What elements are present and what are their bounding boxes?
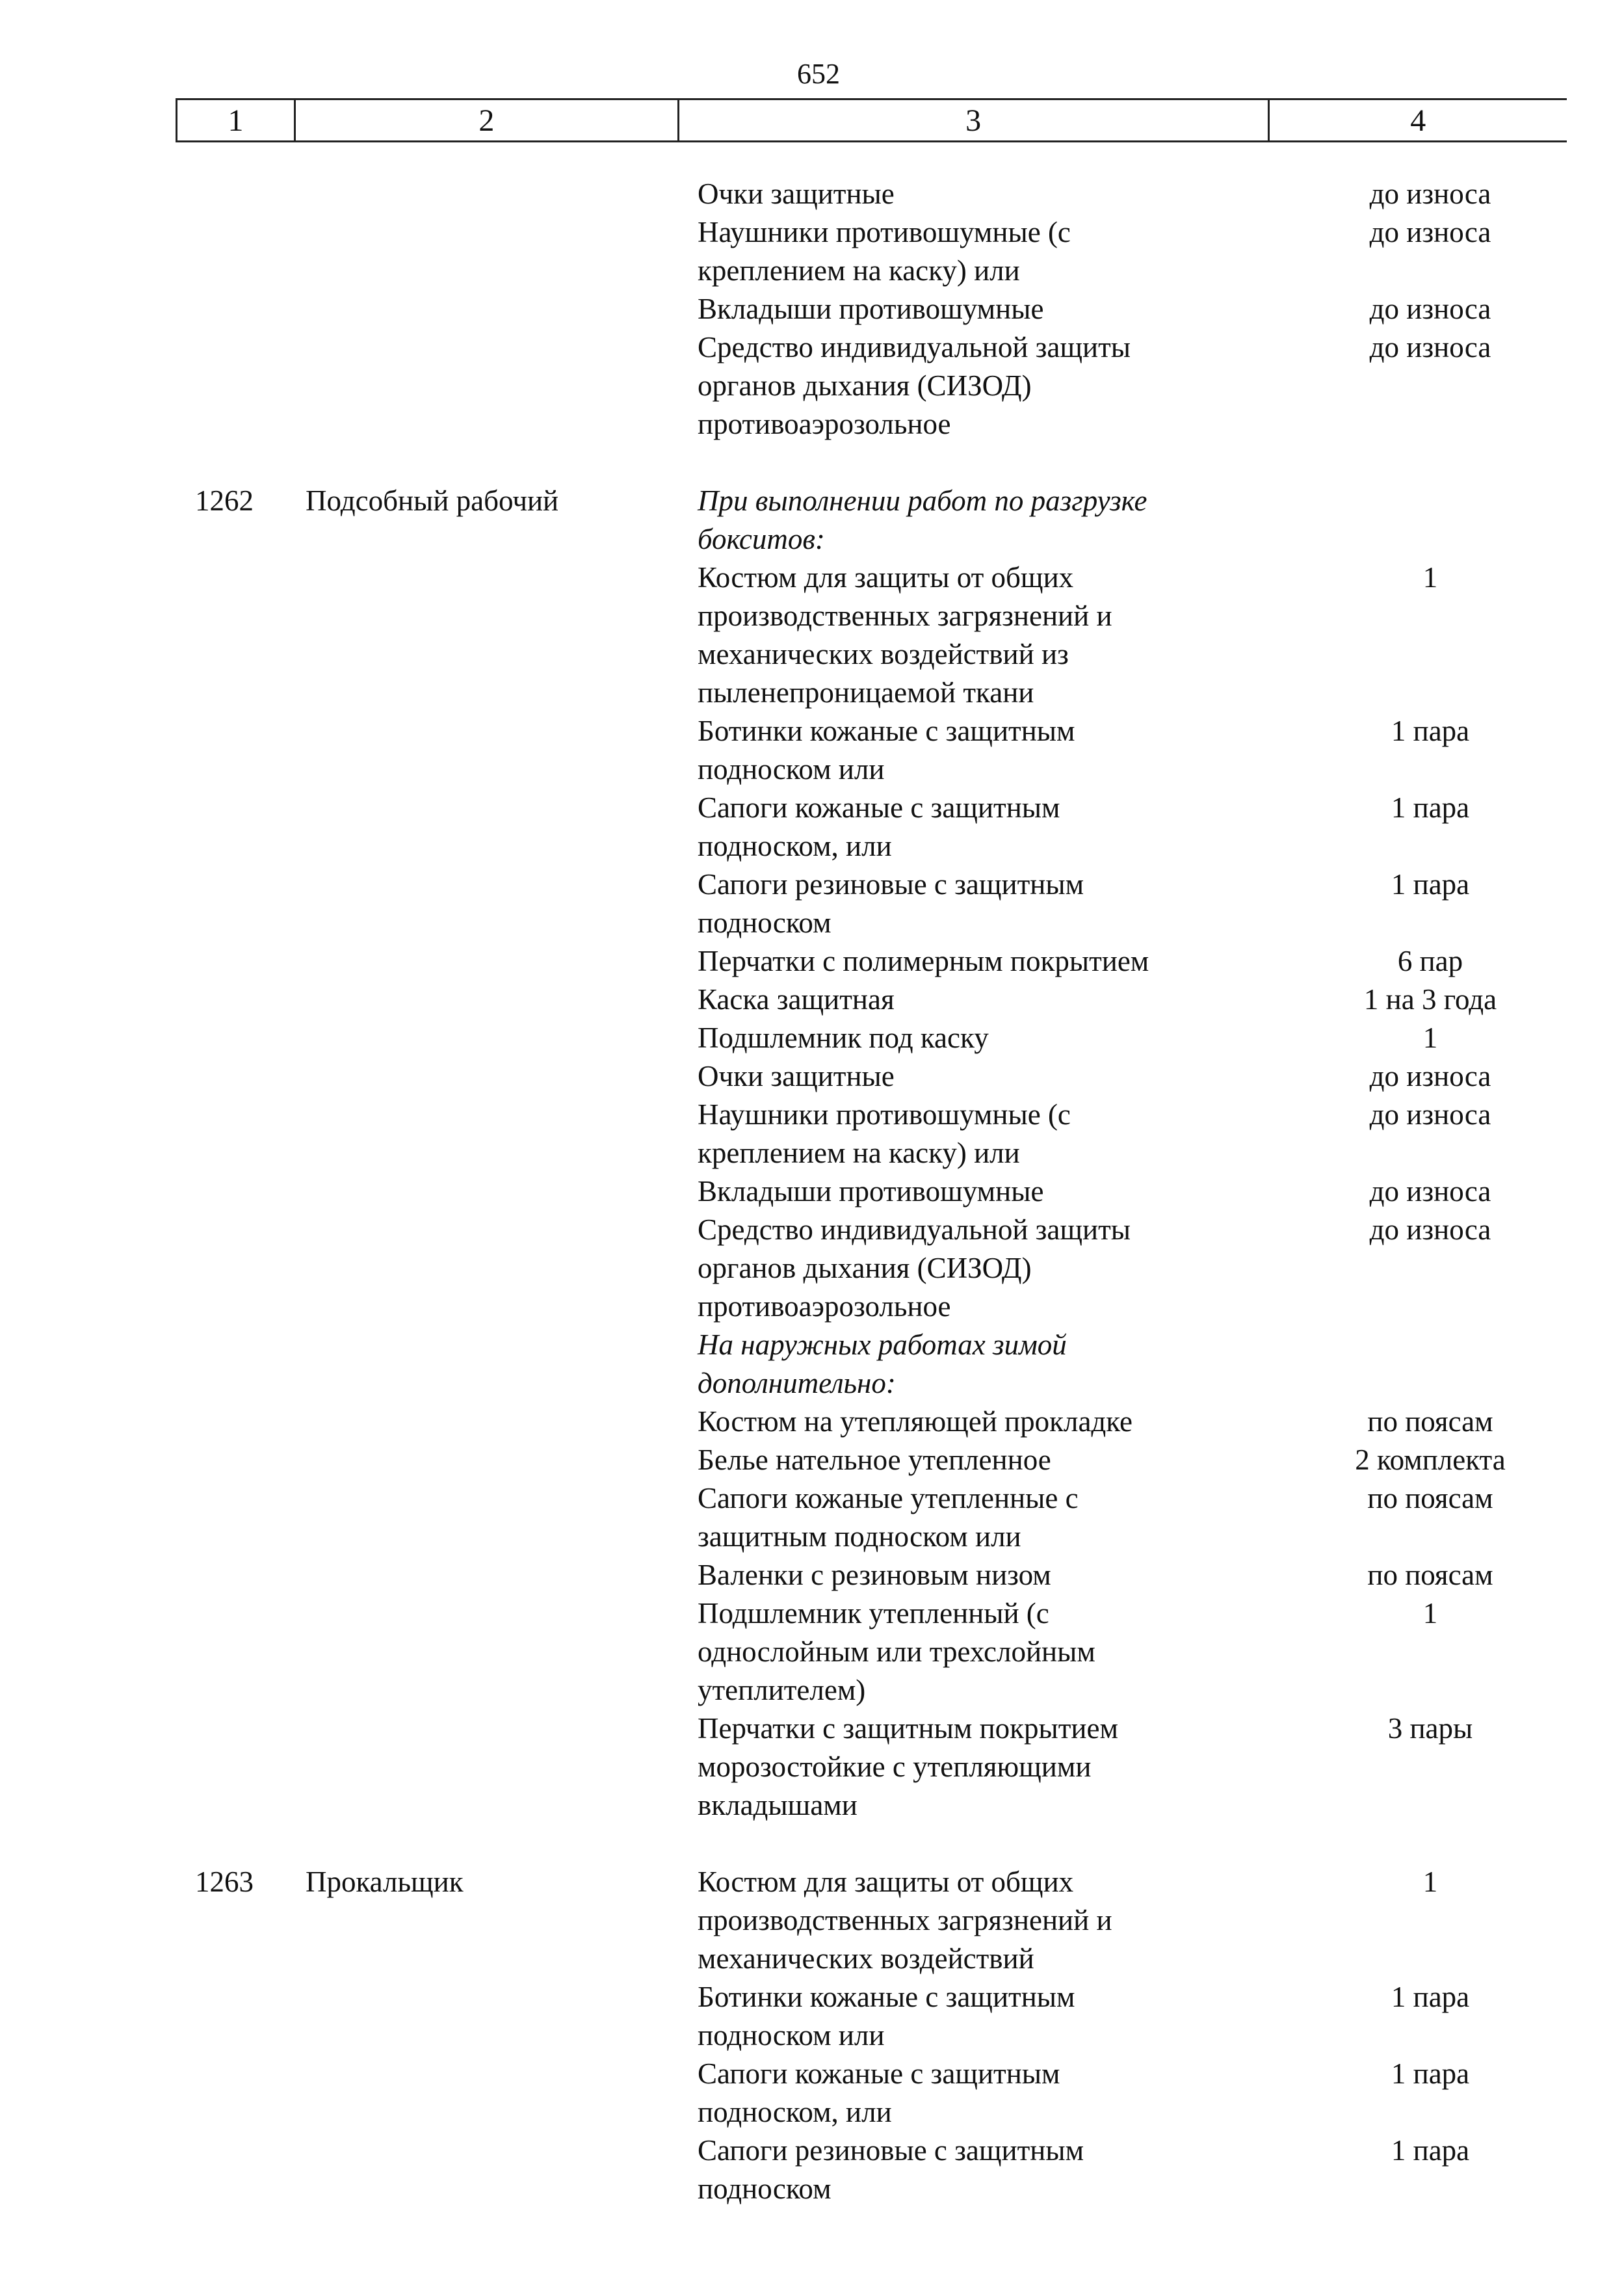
entry-1262-item-name: пыленепроницаемой ткани xyxy=(698,676,1034,709)
entry-1262-item-norm: 1 xyxy=(1422,1022,1438,1054)
entry-1262-item-norm: до износа xyxy=(1369,1175,1491,1207)
entry-1263-item-name: Костюм для защиты от общих xyxy=(698,1866,1074,1898)
entry-1262-item-name: органов дыхания (СИЗОД) xyxy=(698,1252,1032,1284)
continued-item-name: Вкладыши противошумные xyxy=(698,293,1044,325)
entry-1262-winter-item-name: Сапоги кожаные утепленные с xyxy=(698,1482,1079,1514)
entry-1262-winter-item-norm: по поясам xyxy=(1367,1482,1493,1514)
continued-item-name: креплением на каску) или xyxy=(698,254,1020,287)
entry-1263-item-name: Ботинки кожаные с защитным xyxy=(698,1981,1075,2013)
entry-1262-winter-item-name: морозостойкие с утепляющими xyxy=(698,1750,1092,1783)
column-header-2: 2 xyxy=(295,99,679,142)
entry-1262-item-name: механических воздействий из xyxy=(698,638,1069,670)
column-header-3: 3 xyxy=(678,99,1268,142)
entry-1263-item-name: подноском, или xyxy=(698,2096,892,2128)
entry-1263-item-norm: 1 xyxy=(1422,1866,1438,1898)
entry-1262-winter-item-name: защитным подноском или xyxy=(698,1520,1021,1553)
entry-1262-item-name: Костюм для защиты от общих xyxy=(698,561,1074,594)
entry-1262-item-name: Средство индивидуальной защиты xyxy=(698,1213,1131,1246)
entry-1262-item-name: противоаэрозольное xyxy=(698,1290,951,1323)
entry-1263-item-name: подноском или xyxy=(698,2019,885,2052)
entry-1262-item-norm: до износа xyxy=(1369,1098,1491,1131)
continued-item-name: Очки защитные xyxy=(698,178,895,210)
entry-1262-winter-item-name: вкладышами xyxy=(698,1789,858,1821)
entry-1262-winter-item-name: Костюм на утепляющей прокладке xyxy=(698,1405,1133,1438)
entry-1262-item-name: Перчатки с полимерным покрытием xyxy=(698,945,1149,977)
entry-1262-winter-item-norm: по поясам xyxy=(1367,1559,1493,1591)
entry-1262-item-name: Сапоги кожаные с защитным xyxy=(698,791,1060,824)
entry-1262-winter-item-name: Валенки с резиновым низом xyxy=(698,1559,1051,1591)
entry-1262-item-name: Каска защитная xyxy=(698,983,895,1016)
entry-1263-item-norm: 1 пара xyxy=(1391,2134,1470,2167)
continued-item-norm: до износа xyxy=(1369,293,1491,325)
continued-item-name: Средство индивидуальной защиты xyxy=(698,331,1131,363)
entry-1263-item-name: производственных загрязнений и xyxy=(698,1904,1112,1936)
column-header-4: 4 xyxy=(1268,99,1567,142)
entry-1263-item-norm: 1 пара xyxy=(1391,1981,1470,2013)
winter-condition-note: На наружных работах зимой xyxy=(698,1328,1067,1361)
entry-1262-winter-item-name: Подшлемник утепленный (с xyxy=(698,1597,1049,1630)
winter-condition-note: дополнительно: xyxy=(698,1367,896,1399)
profession-name: Подсобный рабочий xyxy=(306,484,559,517)
work-condition-note: бокситов: xyxy=(698,523,825,555)
entry-1262-item-name: подноском xyxy=(698,906,832,939)
continued-item-norm: до износа xyxy=(1369,216,1491,248)
entry-1262-item-norm: 1 пара xyxy=(1391,868,1470,901)
continued-item-name: органов дыхания (СИЗОД) xyxy=(698,369,1032,402)
entry-1262-winter-item-norm: 1 xyxy=(1422,1597,1438,1630)
entry-1262-winter-item-name: Перчатки с защитным покрытием xyxy=(698,1712,1118,1745)
continued-item-name: противоаэрозольное xyxy=(698,408,951,440)
entry-number: 1262 xyxy=(195,484,254,517)
entry-1262-item-name: Ботинки кожаные с защитным xyxy=(698,715,1075,747)
entry-1262-item-name: креплением на каску) или xyxy=(698,1137,1020,1169)
entry-1262-item-norm: 1 xyxy=(1422,561,1438,594)
entry-1262-item-name: подноском или xyxy=(698,753,885,785)
page-number: 652 xyxy=(797,58,840,90)
continued-item-norm: до износа xyxy=(1369,331,1491,363)
entry-1263-item-name: Сапоги резиновые с защитным xyxy=(698,2134,1084,2167)
entry-1262-item-norm: до износа xyxy=(1369,1213,1491,1246)
entry-1262-item-name: производственных загрязнений и xyxy=(698,600,1112,632)
entry-number: 1263 xyxy=(195,1866,254,1898)
continued-item-name: Наушники противошумные (с xyxy=(698,216,1071,248)
entry-1262-winter-item-name: утеплителем) xyxy=(698,1674,866,1706)
entry-1262-item-norm: 6 пар xyxy=(1397,945,1463,977)
entry-1262-item-norm: до износа xyxy=(1369,1060,1491,1092)
column-header-table xyxy=(176,98,1567,142)
entry-1263-item-norm: 1 пара xyxy=(1391,2057,1470,2090)
entry-1263-item-name: механических воздействий xyxy=(698,1942,1034,1975)
entry-1262-item-name: подноском, или xyxy=(698,830,892,862)
entry-1263-item-name: подноском xyxy=(698,2172,832,2205)
entry-1262-item-name: Сапоги резиновые с защитным xyxy=(698,868,1084,901)
entry-1262-item-norm: 1 пара xyxy=(1391,715,1470,747)
entry-1262-item-norm: 1 пара xyxy=(1391,791,1470,824)
entry-1262-item-name: Очки защитные xyxy=(698,1060,895,1092)
entry-1262-winter-item-norm: 3 пары xyxy=(1387,1712,1473,1745)
entry-1262-winter-item-name: Белье нательное утепленное xyxy=(698,1444,1051,1476)
entry-1263-item-name: Сапоги кожаные с защитным xyxy=(698,2057,1060,2090)
profession-name: Прокальщик xyxy=(306,1866,464,1898)
entry-1262-item-name: Наушники противошумные (с xyxy=(698,1098,1071,1131)
entry-1262-item-norm: 1 на 3 года xyxy=(1363,983,1497,1016)
entry-1262-winter-item-norm: по поясам xyxy=(1367,1405,1493,1438)
continued-item-norm: до износа xyxy=(1369,178,1491,210)
entry-1262-item-name: Подшлемник под каску xyxy=(698,1022,989,1054)
entry-1262-item-name: Вкладыши противошумные xyxy=(698,1175,1044,1207)
entry-1262-winter-item-norm: 2 комплекта xyxy=(1355,1444,1506,1476)
column-header-1: 1 xyxy=(177,99,295,142)
entry-1262-winter-item-name: однослойным или трехслойным xyxy=(698,1635,1095,1668)
work-condition-note: При выполнении работ по разгрузке xyxy=(698,484,1147,517)
